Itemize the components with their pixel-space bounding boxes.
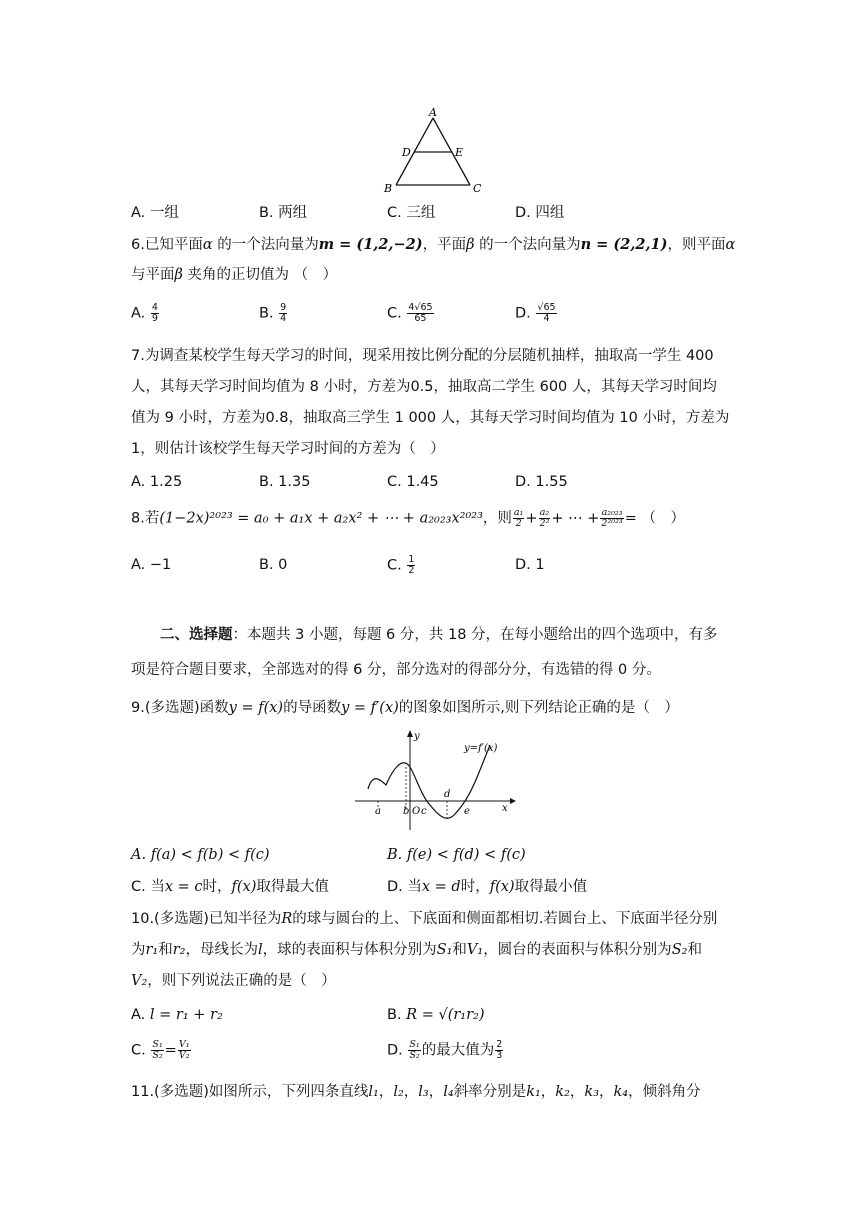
triangle-figure (380, 104, 490, 196)
section2-line1: 二、选择题：本题共 3 小题，每题 6 分，共 18 分，在每小题给出的四个选项中，有多 (160, 627, 718, 643)
q7-option-d[interactable]: D. 1.55 (515, 474, 568, 490)
q6-option-b[interactable]: B. $\frac{9}{4}$ (259, 302, 287, 324)
label-D: D (402, 146, 411, 159)
q9-option-a[interactable]: A. f(a) < f(b) < f(c) (131, 847, 270, 863)
q7-line3: 值为 9 小时，方差为0.8，抽取高三学生 1 000 人，其每天学习时间均值为 10 小时，方差为 (131, 410, 730, 426)
q7-line1: 7.为调查某校学生每天学习的时间，现采用按比例分配的分层随机抽样，抽取高一学生 400 (131, 348, 714, 364)
q10-option-c[interactable]: C. $\frac{\text{S₁}}{\text{S₂}}$ = $\frac{\text{V₁}}{\text{V₂}}$ (131, 1039, 190, 1061)
derivative-graph (350, 725, 520, 833)
graph-label-b: b (403, 806, 410, 817)
q11-line1: 11.(多选题)如图所示，下列四条直线l₁，l₂，l₃，l₄斜率分别是k₁，k₂，k₃，k₄，倾斜角分 (131, 1084, 701, 1100)
q5-option-c[interactable]: C. 三组 (387, 205, 436, 221)
q5-option-d[interactable]: D. 四组 (515, 205, 565, 221)
graph-label-curve: y=f′(x) (464, 743, 498, 754)
q8-option-d[interactable]: D. 1 (515, 557, 545, 573)
label-E: E (455, 146, 464, 159)
q9-option-c[interactable]: C. 当x = c时，f(x)取得最大值 (131, 879, 329, 895)
graph-label-x: x (502, 803, 508, 814)
label-C: C (473, 182, 482, 195)
q8-line: 8.若(1−2x)²⁰²³ = a₀ + a₁x + a₂x² + ⋯ + a₂₀₂₃x²⁰²³，则 $\frac{\text{a₁}}{2}$ + $\frac{\text{a₂}}{\text{2²}}$ + ⋯ + $\frac{\text{a₂₀₂₃}}{\text{2²⁰²³}}$ = （ ） (131, 507, 685, 529)
q10-line1: 10.(多选题)已知半径为R的球与圆台的上、下底面和侧面都相切.若圆台上、下底面半径分别 (131, 911, 718, 927)
label-B: B (384, 182, 393, 195)
q9-line: 9.(多选题)函数y = f(x)的导函数y = f′(x)的图象如图所示,则下列结论正确的是（ ） (131, 700, 679, 716)
q6-option-c[interactable]: C. $\frac{4√65}{65}$ (387, 302, 433, 324)
q10-line3: V₂，则下列说法正确的是（ ） (131, 973, 336, 989)
q5-option-a[interactable]: A. 一组 (131, 205, 179, 221)
q10-option-d[interactable]: D. $\frac{\text{S₁}}{\text{S₂}}$ 的最大值为 $\frac{2}{3}$ (387, 1039, 503, 1061)
q8-option-c[interactable]: C. $\frac{1}{2}$ (387, 554, 415, 576)
q6-option-a[interactable]: A. $\frac{4}{9}$ (131, 302, 158, 324)
q7-option-c[interactable]: C. 1.45 (387, 474, 439, 490)
q8-option-a[interactable]: A. −1 (131, 557, 172, 573)
graph-label-y: y (414, 731, 420, 742)
q7-line2: 人，其每天学习时间均值为 8 小时，方差为0.5，抽取高二学生 600 人，其每天学习时间均 (131, 379, 717, 395)
q5-option-b[interactable]: B. 两组 (259, 205, 308, 221)
q7-option-b[interactable]: B. 1.35 (259, 474, 311, 490)
q6-line1: 6.已知平面α 的一个法向量为m = (1,2,−2)，平面β 的一个法向量为n = (2,2,1)，则平面α (131, 236, 736, 253)
q10-option-a[interactable]: A. l = r₁ + r₂ (131, 1007, 223, 1023)
label-A: A (429, 106, 437, 119)
graph-label-e: e (464, 806, 470, 817)
q6-line2: 与平面β 夹角的正切值为 （ ） (131, 267, 338, 283)
q9-option-b[interactable]: B. f(e) < f(d) < f(c) (387, 847, 526, 863)
q6-option-d[interactable]: D. $\frac{√65}{4}$ (515, 302, 556, 324)
graph-label-c: c (421, 806, 427, 817)
graph-label-O: O (412, 806, 421, 817)
q8-option-b[interactable]: B. 0 (259, 557, 288, 573)
graph-label-a: a (375, 806, 381, 817)
section2-line2: 项是符合题目要求，全部选对的得 6 分，部分选对的得部分分，有选错的得 0 分。 (131, 662, 661, 678)
q7-option-a[interactable]: A. 1.25 (131, 474, 183, 490)
q7-line4: 1，则估计该校学生每天学习时间的方差为（ ） (131, 441, 445, 457)
q10-option-b[interactable]: B. R = √(r₁r₂) (387, 1007, 485, 1023)
graph-label-d: d (444, 789, 451, 800)
q10-line2: 为r₁和r₂，母线长为l，球的表面积与体积分别为S₁和V₁，圆台的表面积与体积分别为S₂和 (131, 942, 702, 958)
q9-option-d[interactable]: D. 当x = d时，f(x)取得最小值 (387, 879, 588, 895)
